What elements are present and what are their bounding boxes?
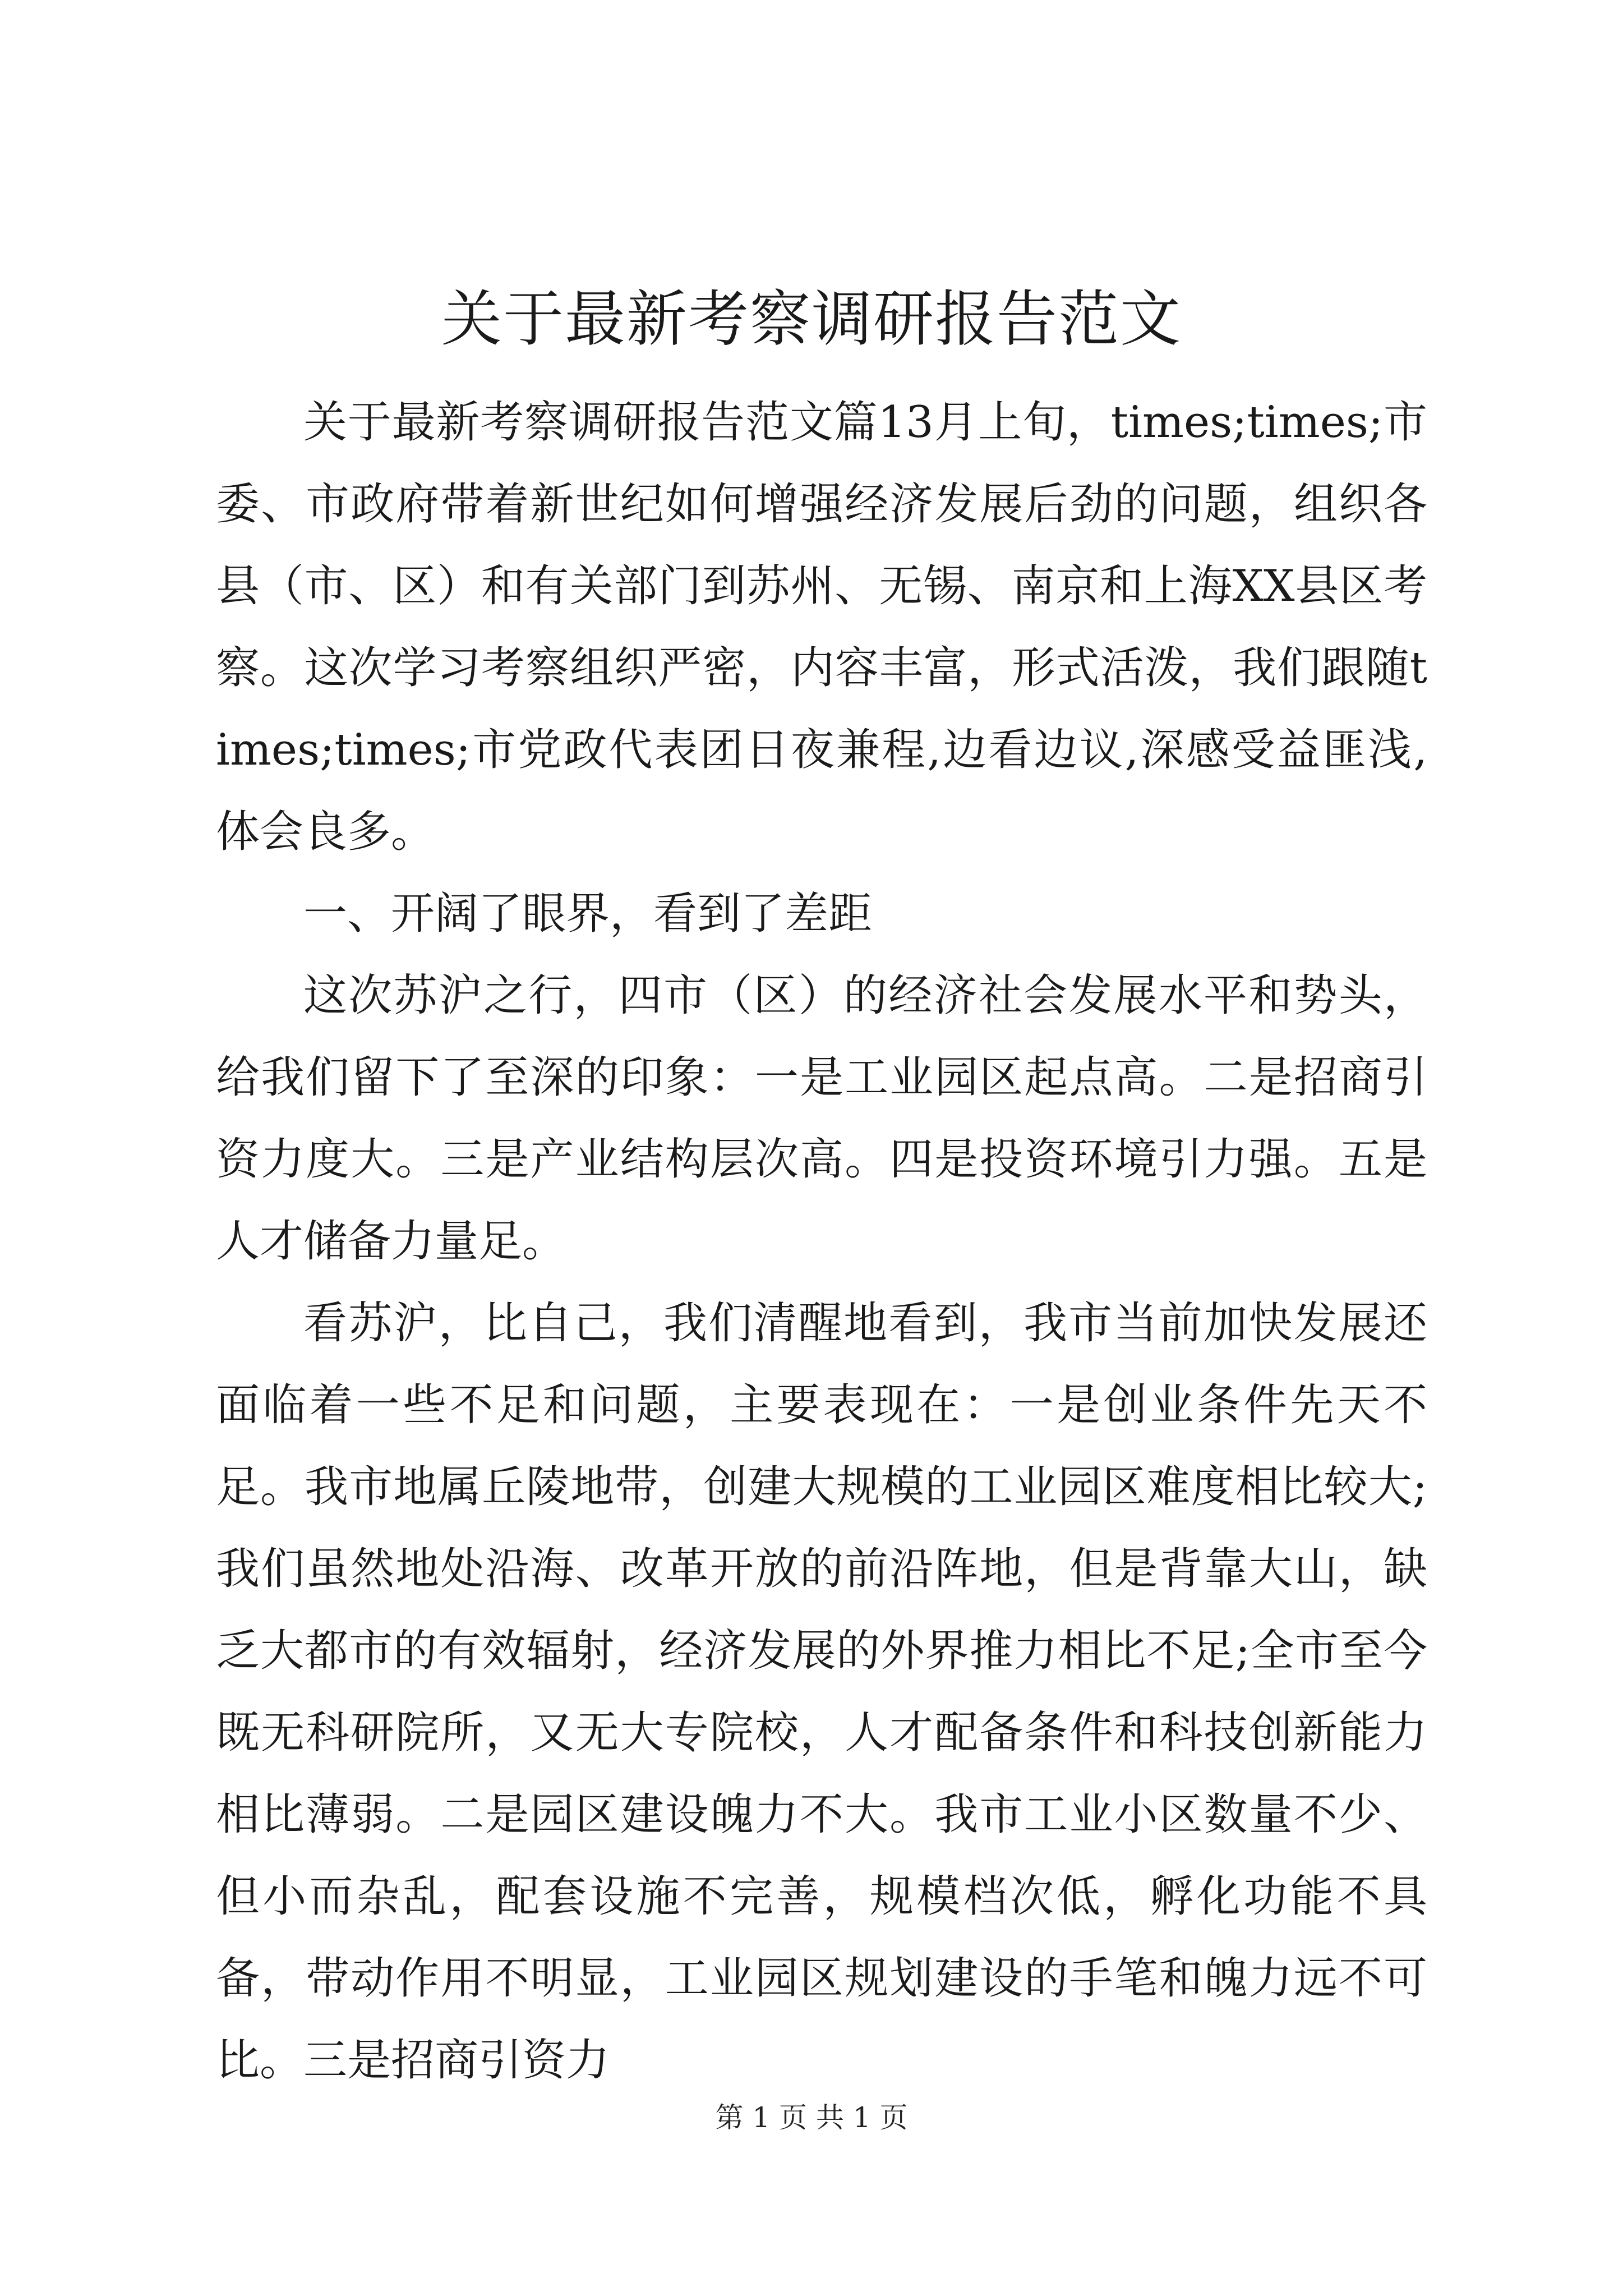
page-number-footer: 第 1 页 共 1 页 [715, 2101, 908, 2134]
document-title: 关于最新考察调研报告范文 [441, 284, 1182, 355]
paragraph-shortcomings: 看苏沪，比自己，我们清醒地看到，我市当前加快发展还面临着一些不足和问题，主要表现在：一是创业条件先天不足。我市地属丘陵地带，创建大规模的工业园区难度相比较大;我们虽然地处沿海、改革开放的前沿阵地，但是背靠大山，缺乏大都市的有效辐射，经济发展的外界推力相比不足;全市至今既无科研院所，又无大专院校，人才配备条件和科技创新能力相比薄弱。二是园区建设魄力不大。我市工业小区数量不少、但小而杂乱，配套设施不完善，规模档次低，孵化功能不具备，带动作用不明显，工业园区规划建设的手笔和魄力远不可比。三是招商引资力 [216, 1298, 1427, 2086]
section-heading-1: 一、开阔了眼界，看到了差距 [303, 889, 873, 939]
paragraph-impressions: 这次苏沪之行，四市（区）的经济社会发展水平和势头，给我们留下了至深的印象：一是工业园区起点高。二是招商引资力度大。三是产业结构层次高。四是投资环境引力强。五是人才储备力量足。 [216, 970, 1427, 1267]
paragraph-intro: 关于最新考察调研报告范文篇13月上旬，times;times;市委、市政府带着新世纪如何增强经济发展后劲的问题，组织各县（市、区）和有关部门到苏州、无锡、南京和上海XX县区考察。这次学习考察组织严密，内容丰富，形式活泼，我们跟随times;times;市党政代表团日夜兼程,边看边议,深感受益匪浅,体会良多。 [216, 397, 1427, 857]
document-body [216, 381, 1427, 2101]
